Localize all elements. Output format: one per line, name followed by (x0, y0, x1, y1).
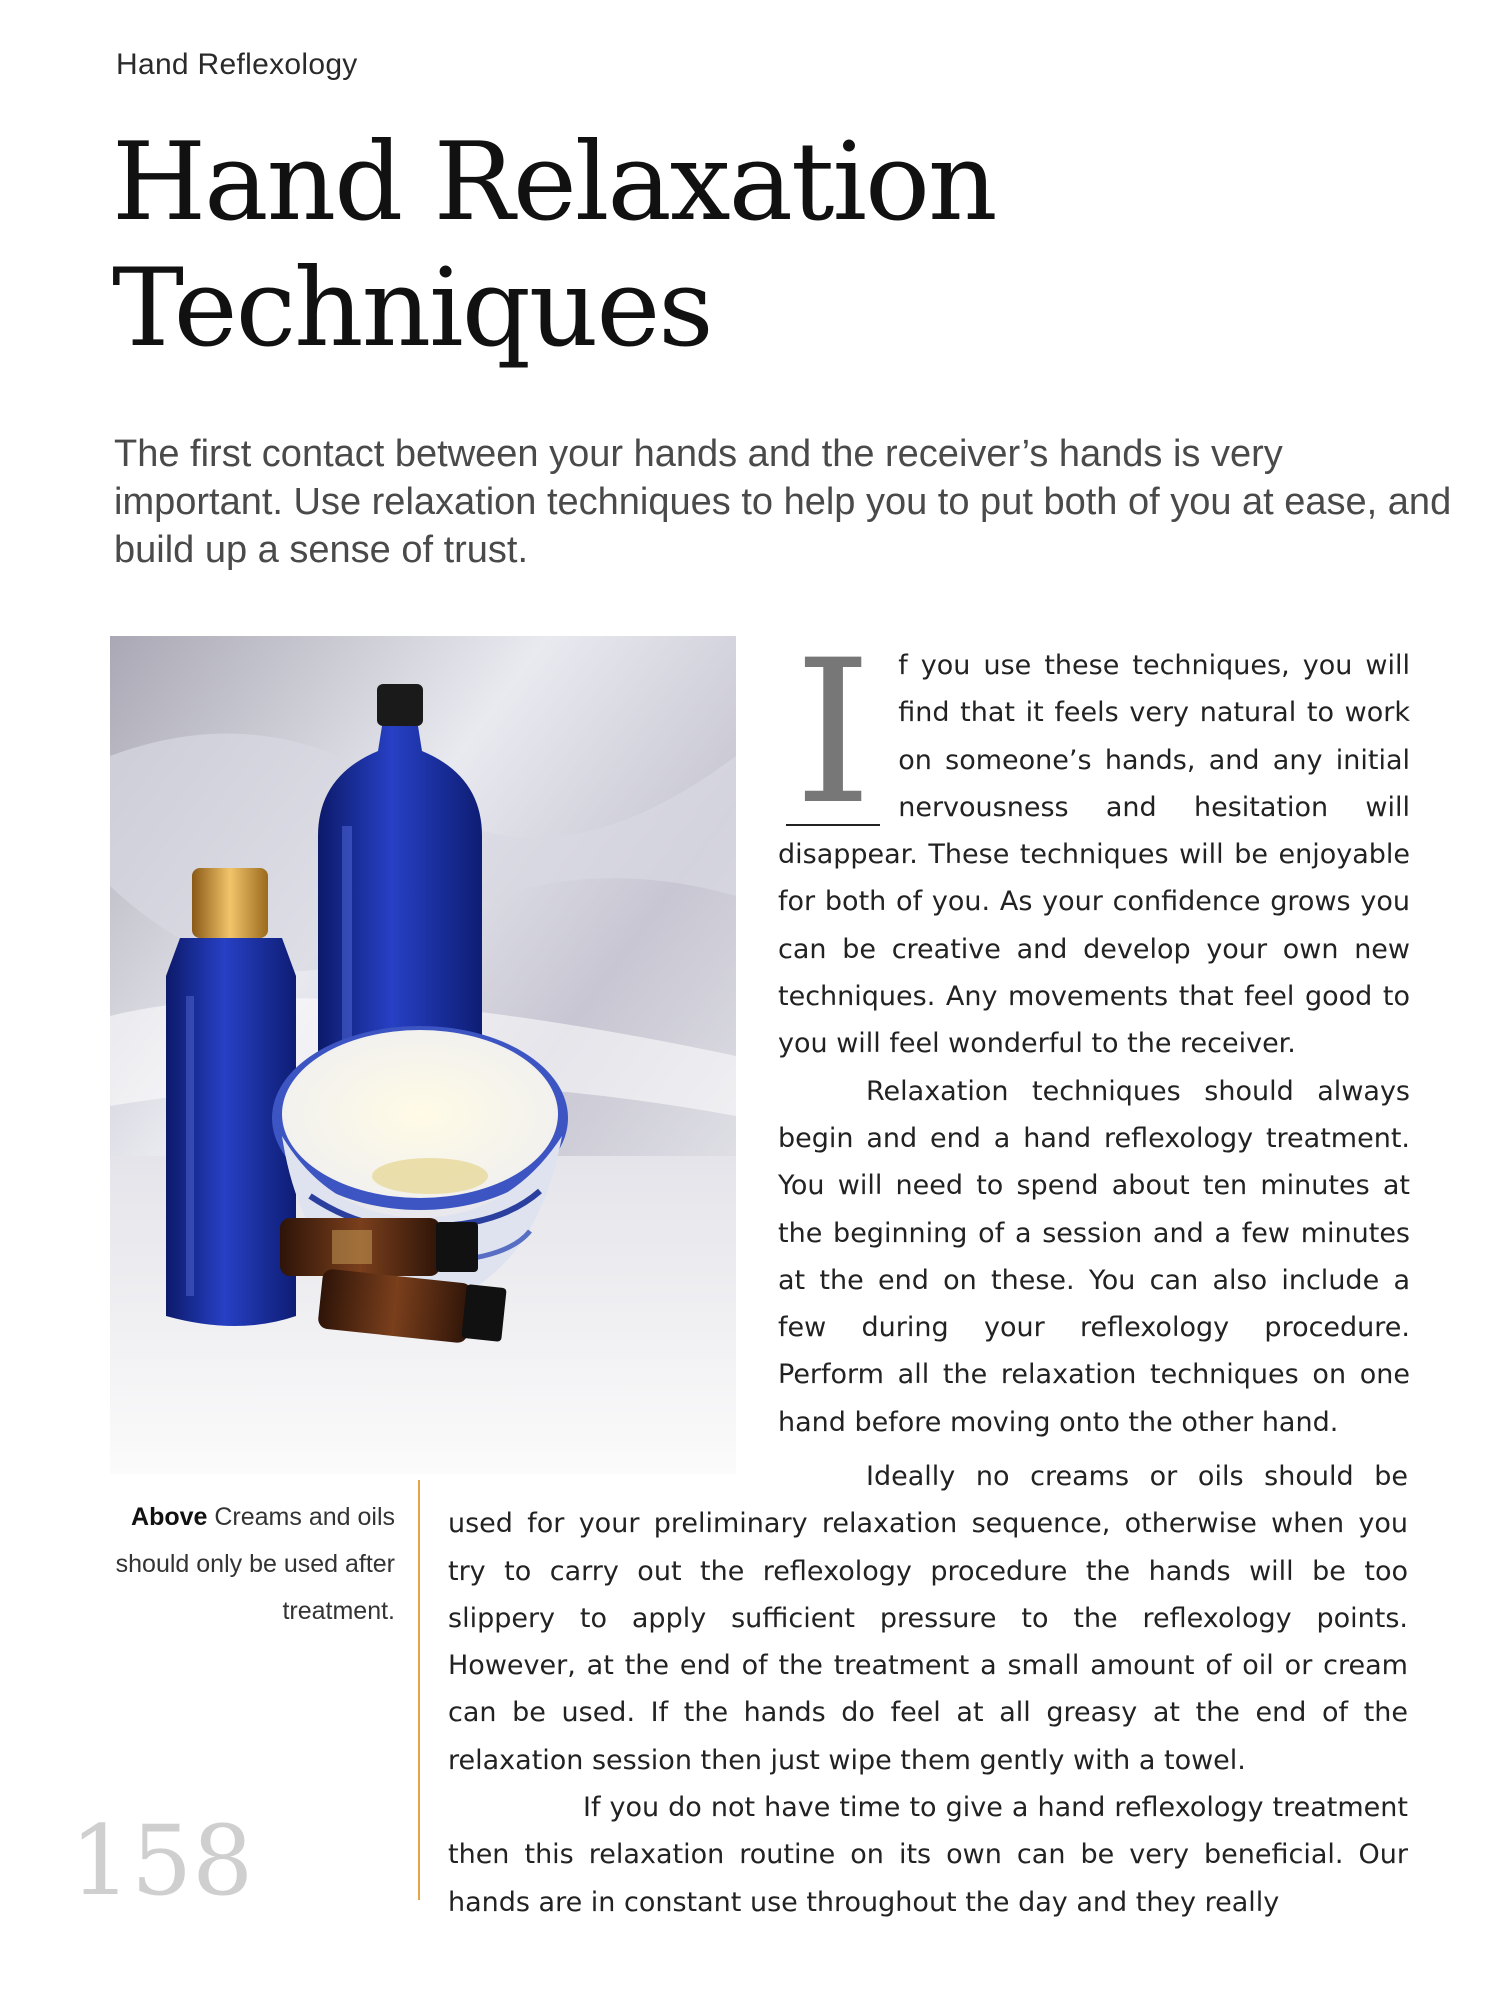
title-line-2: Techniques (112, 246, 712, 371)
body-paragraph-4: If you do not have time to give a hand reflexology treatment then this relaxation routine on its own can be very beneficial. Our hands are in constant use throughout the day and they really (448, 1792, 1408, 1918)
caption-label: Above (131, 1503, 208, 1531)
page-title (112, 120, 996, 372)
photo-bottles-bowl-icon (110, 636, 736, 1474)
body-paragraph-1 (778, 617, 1410, 1068)
page-number: 158 (70, 1805, 254, 1917)
intro-paragraph: The first contact between your hands and the receiver’s hands is very important. Use relaxation techniques to help you to put both of you at ease, and build up a sense of trust. (114, 433, 1452, 571)
body-column-top (778, 617, 1410, 1446)
body-paragraph-2: Relaxation techniques should always begin and end a hand reflexology treatment. You will need to spend about ten minutes at the beginning of a session and a few minutes at the end on these. You can also include a few during your reflexology procedure. Perform all the relaxation techniques on one hand before moving onto the other hand. (778, 1075, 1410, 1438)
body-column-bottom (448, 1453, 1408, 1926)
running-head: Hand Reflexology (116, 48, 358, 81)
body-paragraph-3: Ideally no creams or oils should be used for your preliminary relaxation sequence, otherwise when you try to carry out the reflexology procedure the hands will be too slippery to apply sufficient pressure to the reflexology points. However, at the end of the treatment a small amount of oil or cream can be used. If the hands do feel at all greasy at the end of the relaxation session then just wipe them gently with a towel. (448, 1461, 1408, 1776)
photo-caption (110, 1494, 395, 1635)
paragraph-1-text: f you use these techniques, you will find that it feels very natural to work on someone’s hands, and any initial nervousness and hesitation will disappear. These techniques will be enjoyable for both of you. As your confidence grows you can be creative and develop your own new techniques. Any movements that feel good to you will feel wonderful to the receiver. (778, 650, 1410, 1060)
caption-text: Creams and oils should only be used after treatment. (115, 1503, 395, 1625)
drop-cap: I (786, 644, 880, 826)
column-divider (418, 1480, 420, 1900)
title-line-1: Hand Relaxation (112, 120, 996, 245)
